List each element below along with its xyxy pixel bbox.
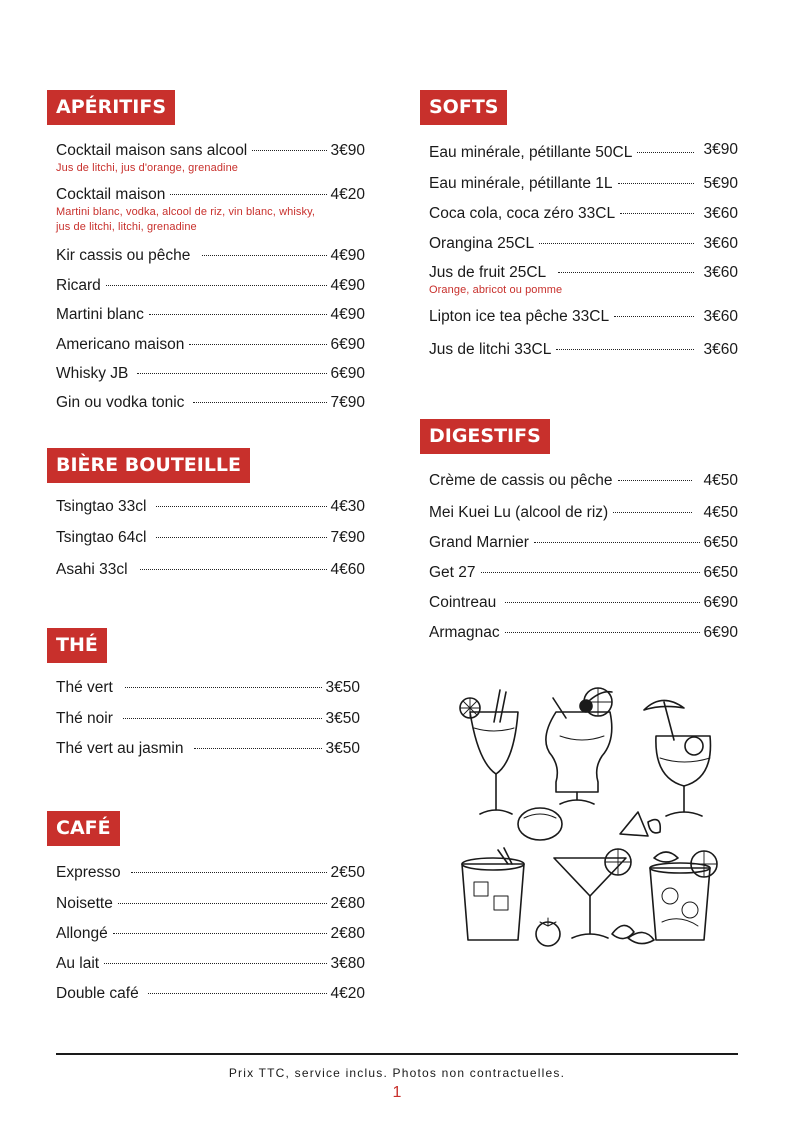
- dot-leader: [156, 506, 326, 507]
- dot-leader: [620, 213, 693, 214]
- section-title-biere: BIÈRE BOUTEILLE: [47, 448, 250, 483]
- dot-leader: [539, 243, 693, 244]
- item-price: 3€50: [325, 710, 360, 727]
- item-price: 4€60: [330, 561, 365, 578]
- item-price: 3€60: [703, 341, 738, 358]
- menu-item: [56, 894, 365, 914]
- dot-leader: [194, 748, 322, 749]
- menu-item: [429, 593, 738, 613]
- menu-item: [56, 276, 365, 296]
- menu-item: [429, 503, 738, 523]
- menu-item: [56, 863, 365, 883]
- item-name: Jus de fruit 25CL: [429, 264, 547, 281]
- item-name: Americano maison: [56, 336, 185, 353]
- menu-item: [56, 497, 365, 517]
- section-title-softs: SOFTS: [420, 90, 507, 125]
- item-description: jus de litchi, litchi, grenadine: [56, 221, 197, 233]
- dot-leader: [505, 602, 699, 603]
- item-price: 6€90: [703, 624, 738, 641]
- dot-leader: [613, 512, 691, 513]
- mojito-glass-icon: [650, 851, 717, 940]
- item-name: Noisette: [56, 895, 113, 912]
- lemon-icon: [518, 808, 562, 840]
- tomato-icon: [536, 918, 560, 946]
- dot-leader: [534, 542, 700, 543]
- wine-glass-icon: [644, 700, 710, 816]
- item-price: 4€90: [330, 277, 365, 294]
- section-title-the: THÉ: [47, 628, 107, 663]
- dot-leader: [140, 569, 327, 570]
- dot-leader: [189, 344, 326, 345]
- menu-item: [429, 533, 738, 553]
- item-name: Coca cola, coca zéro 33CL: [429, 205, 616, 222]
- item-price: 7€90: [330, 529, 365, 546]
- item-name: Expresso: [56, 864, 121, 881]
- item-description: Martini blanc, vodka, alcool de riz, vin blanc, whisky,: [56, 206, 316, 218]
- item-price: 3€60: [703, 205, 738, 222]
- dot-leader: [618, 480, 692, 481]
- menu-item: [429, 471, 738, 491]
- menu-item: [429, 174, 738, 194]
- dot-leader: [113, 933, 327, 934]
- item-price: 4€90: [330, 247, 365, 264]
- martini-glass-icon: [554, 849, 631, 938]
- item-name: Jus de litchi 33CL: [429, 341, 552, 358]
- item-description: Jus de litchi, jus d'orange, grenadine: [56, 162, 239, 174]
- dot-leader: [202, 255, 326, 256]
- menu-item: [56, 305, 365, 325]
- item-name: Kir cassis ou pêche: [56, 247, 191, 264]
- menu-item: [56, 393, 365, 413]
- menu-item: [56, 185, 365, 205]
- item-name: Double café: [56, 985, 139, 1002]
- dot-leader: [481, 572, 700, 573]
- footer-divider: [56, 1053, 738, 1055]
- menu-item: [56, 984, 365, 1004]
- dot-leader: [148, 993, 327, 994]
- item-name: Cocktail maison sans alcool: [56, 142, 248, 159]
- tulip-glass-icon: [460, 690, 518, 814]
- item-name: Asahi 33cl: [56, 561, 128, 578]
- dot-leader: [156, 537, 326, 538]
- item-name: Get 27: [429, 564, 476, 581]
- item-name: Mei Kuei Lu (alcool de riz): [429, 504, 609, 521]
- menu-item: [56, 364, 365, 384]
- item-name: Allongé: [56, 925, 108, 942]
- item-price: 6€50: [703, 564, 738, 581]
- menu-item: [56, 924, 365, 944]
- dot-leader: [556, 349, 693, 350]
- item-name: Crème de cassis ou pêche: [429, 472, 613, 489]
- item-price: 2€80: [330, 895, 365, 912]
- item-price: 4€20: [330, 985, 365, 1002]
- menu-item: [56, 246, 365, 266]
- section-title-cafe: CAFÉ: [47, 811, 120, 846]
- item-name: Thé vert: [56, 679, 113, 696]
- item-description: Orange, abricot ou pomme: [429, 284, 563, 296]
- item-price: 4€30: [330, 498, 365, 515]
- dot-leader: [137, 373, 326, 374]
- tumbler-glass-icon: [462, 848, 524, 940]
- dot-leader: [193, 402, 326, 403]
- lime-slice-icon: [620, 812, 660, 836]
- menu-item: [429, 263, 738, 283]
- item-name: Thé vert au jasmin: [56, 740, 184, 757]
- item-name: Tsingtao 64cl: [56, 529, 147, 546]
- menu-item: [429, 143, 738, 163]
- item-price: 3€90: [703, 141, 738, 158]
- item-name: Eau minérale, pétillante 50CL: [429, 144, 633, 161]
- page-number: 1: [392, 1084, 402, 1101]
- item-name: Martini blanc: [56, 306, 144, 323]
- menu-item: [429, 340, 738, 360]
- dot-leader: [252, 150, 326, 151]
- dot-leader: [149, 314, 327, 315]
- mint-leaves-icon: [612, 925, 654, 943]
- item-price: 2€50: [330, 864, 365, 881]
- item-price: 7€90: [330, 394, 365, 411]
- item-name: Cocktail maison: [56, 186, 166, 203]
- menu-item: [56, 141, 365, 161]
- item-price: 3€50: [325, 679, 360, 696]
- menu-item: [429, 234, 738, 254]
- menu-item: [429, 204, 738, 224]
- menu-item: [429, 563, 738, 583]
- section-title-aperitifs: APÉRITIFS: [47, 90, 175, 125]
- dot-leader: [125, 687, 322, 688]
- menu-item: [56, 560, 365, 580]
- dot-leader: [637, 152, 693, 153]
- footer-note: Prix TTC, service inclus. Photos non contractuelles.: [228, 1066, 566, 1080]
- item-name: Ricard: [56, 277, 101, 294]
- dot-leader: [118, 903, 327, 904]
- cocktail-glasses-illustration-icon: [448, 682, 728, 952]
- menu-item: [56, 954, 365, 974]
- item-name: Orangina 25CL: [429, 235, 535, 252]
- dot-leader: [614, 316, 693, 317]
- dot-leader: [170, 194, 326, 195]
- menu-item: [56, 335, 365, 355]
- dot-leader: [131, 872, 327, 873]
- item-name: Whisky JB: [56, 365, 129, 382]
- item-price: 6€90: [330, 365, 365, 382]
- menu-item: [429, 623, 738, 643]
- item-price: 3€50: [325, 740, 360, 757]
- item-name: Tsingtao 33cl: [56, 498, 147, 515]
- item-price: 4€90: [330, 306, 365, 323]
- item-name: Thé noir: [56, 710, 113, 727]
- item-name: Au lait: [56, 955, 100, 972]
- menu-item: [56, 528, 365, 548]
- menu-item: [56, 678, 360, 698]
- dot-leader: [106, 285, 327, 286]
- menu-item: [56, 709, 360, 729]
- item-price: 4€20: [330, 186, 365, 203]
- item-name: Gin ou vodka tonic: [56, 394, 185, 411]
- menu-item: [429, 307, 738, 327]
- item-name: Grand Marnier: [429, 534, 529, 551]
- dot-leader: [618, 183, 694, 184]
- item-price: 5€90: [703, 175, 738, 192]
- dot-leader: [104, 963, 326, 964]
- dot-leader: [558, 272, 693, 273]
- menu-item: [56, 739, 360, 759]
- item-price: 6€90: [703, 594, 738, 611]
- item-price: 6€50: [703, 534, 738, 551]
- item-name: Eau minérale, pétillante 1L: [429, 175, 613, 192]
- section-title-digestifs: DIGESTIFS: [420, 419, 550, 454]
- item-price: 3€90: [330, 142, 365, 159]
- item-price: 3€60: [703, 308, 738, 325]
- dot-leader: [123, 718, 322, 719]
- item-price: 2€80: [330, 925, 365, 942]
- item-price: 6€90: [330, 336, 365, 353]
- dot-leader: [505, 632, 700, 633]
- item-price: 3€60: [703, 235, 738, 252]
- item-name: Cointreau: [429, 594, 497, 611]
- item-price: 3€80: [330, 955, 365, 972]
- item-name: Lipton ice tea pêche 33CL: [429, 308, 610, 325]
- item-name: Armagnac: [429, 624, 500, 641]
- item-price: 4€50: [703, 472, 738, 489]
- item-price: 3€60: [703, 264, 738, 281]
- hurricane-glass-icon: [546, 688, 612, 804]
- item-price: 4€50: [703, 504, 738, 521]
